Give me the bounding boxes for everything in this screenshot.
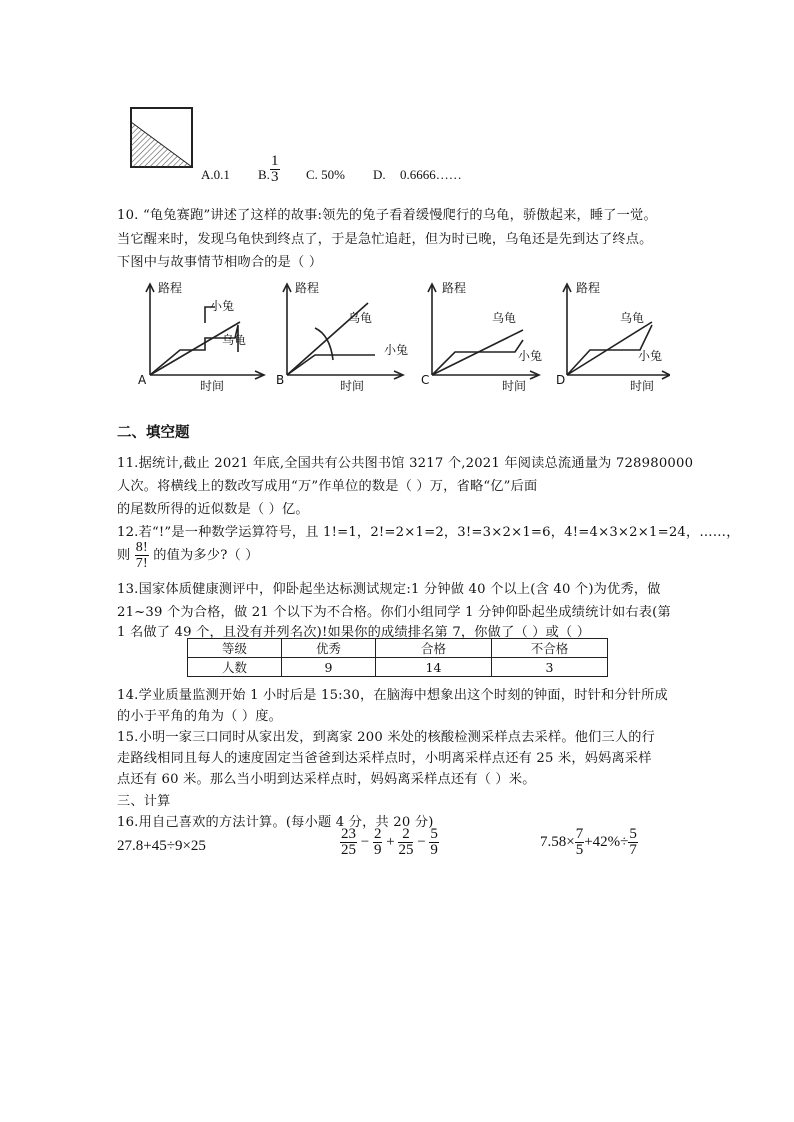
graph-d-turtle-label: 乌龟: [620, 311, 645, 325]
grades-data-cell: 人数: [188, 658, 282, 677]
q12-prefix: 则: [117, 548, 131, 563]
graph-a-letter: A: [138, 373, 147, 387]
q16-expression-3: [540, 827, 638, 858]
expr2-c-numerator: 2: [398, 827, 413, 843]
expr2-op1: −: [360, 833, 370, 850]
q13-line-2: 21~39 个为合格，做 21 个以下为不合格。你们小组同学 1 分钟仰卧起坐成绩统计如右表(第: [117, 605, 671, 620]
expr2-b-denominator: 9: [373, 842, 382, 858]
expr3-frac-a: [575, 827, 585, 858]
option-b-denominator: 3: [271, 169, 279, 185]
q11-line-1: 11.据统计,截止 2021 年底,全国共有公共图书馆 3217 个,2021 年阅读总流通量为 728980000: [117, 456, 694, 471]
grades-data-cell: 9: [282, 658, 376, 677]
graph-b-rabbit-label: 小兔: [384, 343, 409, 357]
graph-d-y-label: 路程: [576, 281, 601, 295]
q12-numerator: 8!: [135, 540, 148, 555]
q14-line-2: 的小于平角的角为（ ）度。: [117, 709, 283, 724]
q15-line-1: 15.小明一家三口同时从家出发，到离家 200 米处的核酸检测采样点去采样。他们三人的行: [117, 730, 656, 745]
expr3-a-denominator: 5: [575, 842, 584, 858]
q11-line-3: 的尾数所得的近似数是（ ）亿。: [117, 502, 309, 517]
graph-a-turtle-label: 乌龟: [222, 333, 247, 347]
graph-c-rabbit-label: 小兔: [518, 349, 543, 363]
grades-data-cell: 14: [376, 658, 492, 677]
q13-line-3: 1 名做了 49 个，且没有并列名次)!如果你的成绩排名第 7，你做了（ ）或（ ）: [117, 625, 591, 640]
shaded-square-figure: [130, 107, 194, 169]
graph-b-letter: B: [276, 373, 285, 387]
expr2-frac-d: [429, 827, 439, 858]
q12-line-2: [117, 540, 259, 571]
q13-line-1: 13.国家体质健康测评中，仰卧起坐达标测试规定:1 分钟做 40 个以上(含 40 个)为优秀，做: [117, 582, 661, 597]
graph-a-rabbit-label: 小兔: [210, 299, 235, 313]
option-c: C. 50%: [306, 167, 345, 182]
expr3-b-denominator: 7: [629, 842, 637, 858]
race-graphs: [130, 280, 670, 395]
expr2-c-denominator: 25: [398, 842, 414, 858]
grades-data-cell: 3: [492, 658, 608, 677]
expr3-mid: +42%÷: [584, 833, 629, 850]
graph-c-y-label: 路程: [442, 281, 467, 295]
graph-b-turtle-label: 乌龟: [348, 311, 373, 325]
graph-b-y-label: 路程: [295, 281, 320, 295]
grades-header-cell: 等级: [188, 639, 282, 658]
expr2-a-numerator: 23: [341, 826, 356, 842]
q12-line-1: 12.若“!”是一种数学运算符号，且 1!=1，2!=2×1=2，3!=3×2×1=6，4!=4×3×2×1=24，……，: [117, 525, 740, 540]
q10-line-2: 当它醒来时，发现乌龟快到终点了，于是急忙追赶，但为时已晚，乌龟还是先到达了终点。: [117, 232, 653, 247]
q12-suffix: 的值为多少?（ ）: [153, 548, 259, 563]
q12-fraction: [135, 540, 149, 571]
expr2-frac-a: [340, 827, 357, 858]
expr2-op3: −: [417, 833, 426, 850]
expr3-a-numerator: 7: [575, 826, 584, 842]
option-b-label: B.: [258, 167, 270, 182]
graph-a-x-label: 时间: [200, 379, 225, 393]
q10-line-3: 下图中与故事情节相吻合的是（ ）: [117, 255, 323, 270]
q16-expression-2: [340, 827, 439, 858]
expr2-b-numerator: 2: [373, 826, 382, 842]
expr2-frac-c: [398, 827, 413, 858]
expr3-b-numerator: 5: [629, 826, 637, 842]
q10-line-1: 10. “龟兔赛跑”讲述了这样的故事:领先的兔子看着缓慢爬行的乌龟，骄傲起来，睡了一觉。: [117, 208, 657, 223]
option-d-label: D.: [373, 167, 386, 182]
graph-c-letter: C: [421, 373, 430, 387]
graph-d-rabbit-label: 小兔: [638, 349, 663, 363]
q11-line-2: 人次。将横线上的数改写成用“万”作单位的数是（ ）万，省略“亿”后面: [117, 479, 538, 494]
grades-header-row: [188, 639, 608, 658]
grades-data-row: [188, 658, 608, 677]
option-a: A.0.1: [201, 167, 230, 182]
option-d-value: 0.6666……: [400, 167, 462, 182]
option-b-fraction: [270, 154, 280, 185]
section-2-title: 二、填空题: [117, 425, 190, 441]
q16-expression-1: 27.8+45÷9×25: [117, 838, 206, 854]
expr3-lead: 7.58×: [540, 833, 575, 850]
q15-line-2: 走路线相同且每人的速度固定当爸爸到达采样点时，小明离采样点还有 25 米，妈妈离采样: [117, 751, 652, 766]
expr2-a-denominator: 25: [341, 842, 356, 858]
graph-d-letter: D: [556, 373, 566, 387]
graph-a-y-label: 路程: [158, 281, 183, 295]
expr3-frac-b: [628, 827, 638, 858]
q14-line-1: 14.学业质量监测开始 1 小时后是 15:30，在脑海中想象出这个时刻的钟面，时针和分针所成: [117, 688, 668, 703]
q12-denominator: 7!: [135, 556, 148, 571]
q16-intro: 16.用自己喜欢的方法计算。(每小题 4 分，共 20 分): [117, 815, 434, 830]
expr2-frac-b: [373, 827, 383, 858]
graph-b-rabbit-line: [287, 355, 375, 375]
section-3-title: 三、计算: [117, 794, 171, 809]
option-b-numerator: 1: [271, 153, 279, 169]
graph-c-x-label: 时间: [502, 379, 527, 393]
expr2-d-numerator: 5: [430, 826, 438, 842]
grades-header-cell: 优秀: [282, 639, 376, 658]
graph-a-turtle-line: [150, 322, 240, 375]
expr2-op2: +: [386, 833, 395, 850]
graph-d-x-label: 时间: [630, 379, 655, 393]
graph-b-x-label: 时间: [340, 379, 365, 393]
graph-c-turtle-label: 乌龟: [492, 311, 517, 325]
grades-header-cell: 不合格: [492, 639, 608, 658]
expr2-d-denominator: 9: [430, 842, 438, 858]
q15-line-3: 点还有 60 米。那么当小明到达采样点时，妈妈离采样点还有（ ）米。: [117, 772, 536, 787]
grades-table: [187, 638, 608, 677]
grades-header-cell: 合格: [376, 639, 492, 658]
